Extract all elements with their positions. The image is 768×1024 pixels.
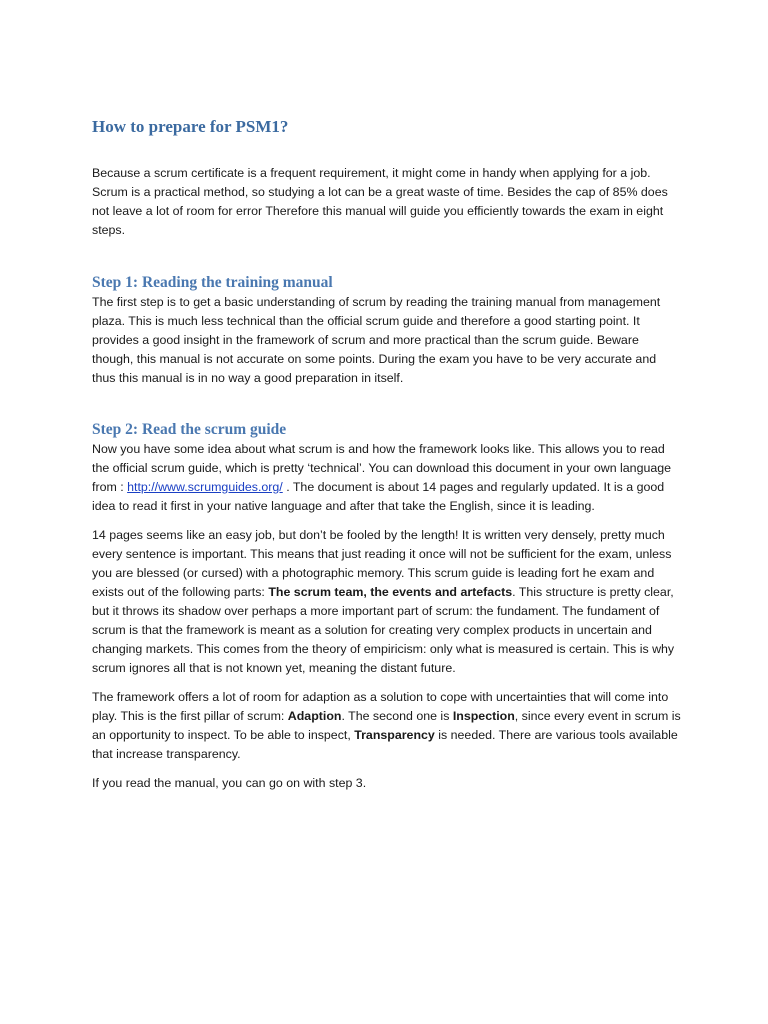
transparency-term: Transparency — [354, 728, 435, 742]
step2-p3-text-b: . The second one is — [341, 709, 453, 723]
adaption-term: Adaption — [287, 709, 342, 723]
document-title: How to prepare for PSM1? — [92, 117, 289, 136]
step2-p2-text-a: 14 pages seems like an easy job, but don’t be fooled by the length! It is written very densely, pretty much every sentence is important. This means that just reading it once will not be sufficient for the exam, unless you are blessed (or cursed) with a photographic memory. This scrum guide is leading fort he exam and exists out of the following parts: — [92, 528, 672, 599]
step2-paragraph-1 — [92, 440, 682, 516]
intro-paragraph: Because a scrum certificate is a frequent requirement, it might come in handy when applying for a job. Scrum is a practical method, so studying a lot can be a great waste of time. Besides the cap of 85% does not leave a lot of room for error Therefore this manual will guide you efficiently towards the exam in eight steps. — [92, 166, 668, 237]
inspection-term: Inspection — [452, 709, 515, 723]
step2-p2-text-b: . This structure is pretty clear, but it throws its shadow over perhaps a more important part of scrum: the fundament. The fundament of scrum is that the framework is meant as a solution for creating very complex products in uncertain and changing markets. This comes from the theory of empiricism: only what is measured is certain. This is why scrum ignores all that is not known yet, meaning the distant future. — [92, 585, 675, 675]
step2-p3-text-c: , since every event in scrum is an opportunity to inspect. To be able to inspect, — [92, 709, 681, 742]
step2-p3-text-d: is needed. There are various tools available that increase transparency. — [92, 728, 678, 761]
step2-heading: Step 2: Read the scrum guide — [92, 421, 287, 438]
step1-heading: Step 1: Reading the training manual — [92, 274, 333, 291]
step2-paragraph-3 — [92, 688, 682, 764]
step2-p3-text-a: The framework offers a lot of room for adaption as a solution to cope with uncertainties that will come into play. This is the first pillar of scrum: — [92, 690, 669, 723]
step2-paragraph-2 — [92, 526, 682, 678]
step1-paragraph: The first step is to get a basic understanding of scrum by reading the training manual from management plaza. This is much less technical than the official scrum guide and therefore a good starting point. It provides a good insight in the framework of scrum and more practical than the scrum guide. Beware though, this manual is not accurate on some points. During the exam you have to be very accurate and thus this manual is in no way a good preparation in itself. — [92, 295, 661, 385]
document-content — [92, 116, 682, 793]
step2-p1-text-a: Now you have some idea about what scrum is and how the framework looks like. This allows you to read the official scrum guide, which is pretty ‘technical’. You can download this document in your own language from : — [92, 442, 672, 494]
step2-paragraph-4: If you read the manual, you can go on with step 3. — [92, 776, 367, 790]
step2-p2-bold: The scrum team, the events and artefacts — [268, 585, 513, 599]
scrumguides-link[interactable]: http://www.scrumguides.org/ — [127, 480, 283, 494]
step2-p1-text-b: . The document is about 14 pages and regularly updated. It is a good idea to read it first in your native language and after that take the English, since it is leading. — [92, 480, 665, 513]
